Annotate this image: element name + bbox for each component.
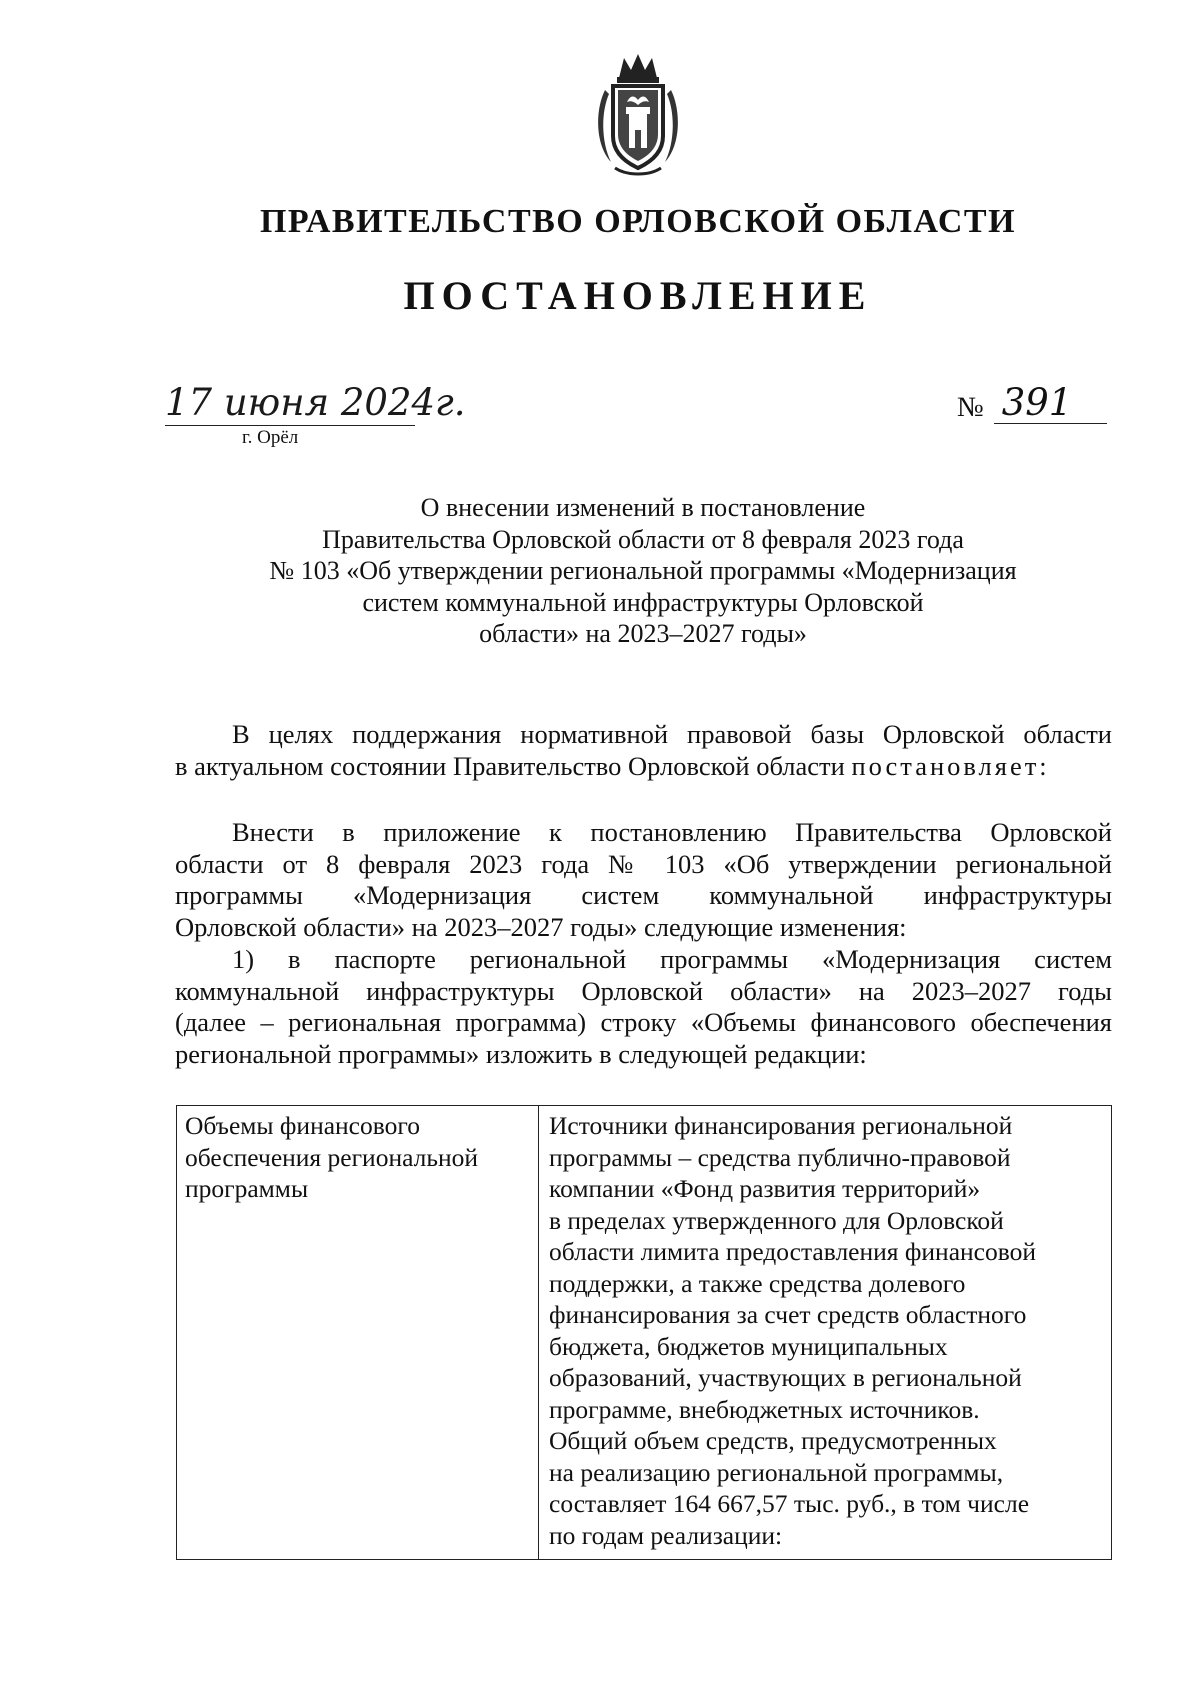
coat-of-arms-emblem	[591, 50, 685, 178]
table-cell-line: Объемы финансового	[185, 1111, 420, 1140]
subject-line: Правительства Орловской области от 8 февраля 2023 года	[322, 524, 964, 554]
subject-line: области» на 2023–2027 годы»	[479, 619, 807, 648]
table-cell-line: по годам реализации:	[549, 1520, 783, 1550]
paragraph-line: программы «Модернизация систем коммунальной инфраструктуры	[175, 880, 1112, 910]
table-cell-line: поддержки, а также средства долевого	[549, 1268, 966, 1298]
table-cell-line: бюджета, бюджетов муниципальных	[549, 1331, 948, 1361]
table-cell-line: в пределах утвержденного для Орловской	[549, 1205, 1004, 1235]
document-subject	[228, 492, 1058, 650]
number-sign: №	[957, 392, 984, 423]
paragraph-line: 1) в паспорте региональной программы «Модернизация систем	[232, 944, 1112, 974]
handwritten-date: 17 июня 2024г.	[165, 381, 466, 424]
table-cell-line: финансирования за счет средств областного	[549, 1300, 1027, 1329]
paragraph-line: области от 8 февраля 2023 года № 103 «Об утверждении региональной	[175, 848, 1112, 879]
table-cell-line: Источники финансирования региональной	[549, 1111, 1013, 1140]
amendment-paragraph	[175, 817, 1112, 943]
preamble-paragraph	[175, 719, 1112, 782]
paragraph-line: региональной программы» изложить в следующей редакции:	[175, 1038, 867, 1069]
paragraph-line: коммунальной инфраструктуры Орловской области» на 2023–2027 годы	[175, 975, 1112, 1006]
table-cell-line: составляет 164 667,57 тыс. руб., в том числе	[549, 1489, 1030, 1518]
table-cell-line: на реализацию региональной программы,	[549, 1457, 1004, 1487]
paragraph-line: Внести в приложение к постановлению Правительства Орловской	[232, 817, 1112, 847]
paragraph-line-text: в актуальном состоянии Правительство Орловской области	[175, 750, 845, 781]
paragraph-line	[175, 751, 1112, 783]
organization-title: ПРАВИТЕЛЬСТВО ОРЛОВСКОЙ ОБЛАСТИ	[259, 203, 1017, 240]
table-cell-line: области лимита предоставления финансовой	[549, 1237, 1037, 1266]
date-field	[165, 381, 466, 426]
subject-line: систем коммунальной инфраструктуры Орловской	[362, 587, 924, 617]
table-cell-line: программе, внебюджетных источников.	[549, 1394, 980, 1424]
table-cell-line: обеспечения региональной	[185, 1142, 479, 1172]
paragraph-line: (далее – региональная программа) строку «Объемы финансового обеспечения	[175, 1007, 1112, 1037]
document-number-field	[957, 383, 1107, 424]
financing-table	[176, 1105, 1112, 1560]
handwritten-number: 391	[994, 383, 1107, 424]
table-cell-line: программы – средства публично-правовой	[549, 1142, 1011, 1172]
paragraph-line: В целях поддержания нормативной правовой базы Орловской области	[232, 719, 1112, 749]
table-cell-line: программы	[185, 1174, 309, 1203]
document-type-title: ПОСТАНОВЛЕНИЕ	[403, 273, 873, 318]
table-cell-line: образований, участвующих в региональной	[549, 1363, 1022, 1392]
item-1-paragraph	[175, 944, 1112, 1070]
table-cell-left	[177, 1106, 539, 1559]
table-cell-line: компании «Фонд развития территорий»	[549, 1174, 981, 1203]
decree-word: постановляет:	[851, 750, 1050, 781]
table-cell-right	[539, 1106, 1111, 1559]
subject-line: № 103 «Об утверждении региональной программы «Модернизация	[269, 556, 1017, 585]
subject-line: О внесении изменений в постановление	[420, 493, 866, 522]
city-label: г. Орёл	[242, 427, 299, 448]
table-cell-line: Общий объем средств, предусмотренных	[549, 1426, 997, 1455]
paragraph-line: Орловской области» на 2023–2027 годы» следующие изменения:	[175, 911, 907, 942]
